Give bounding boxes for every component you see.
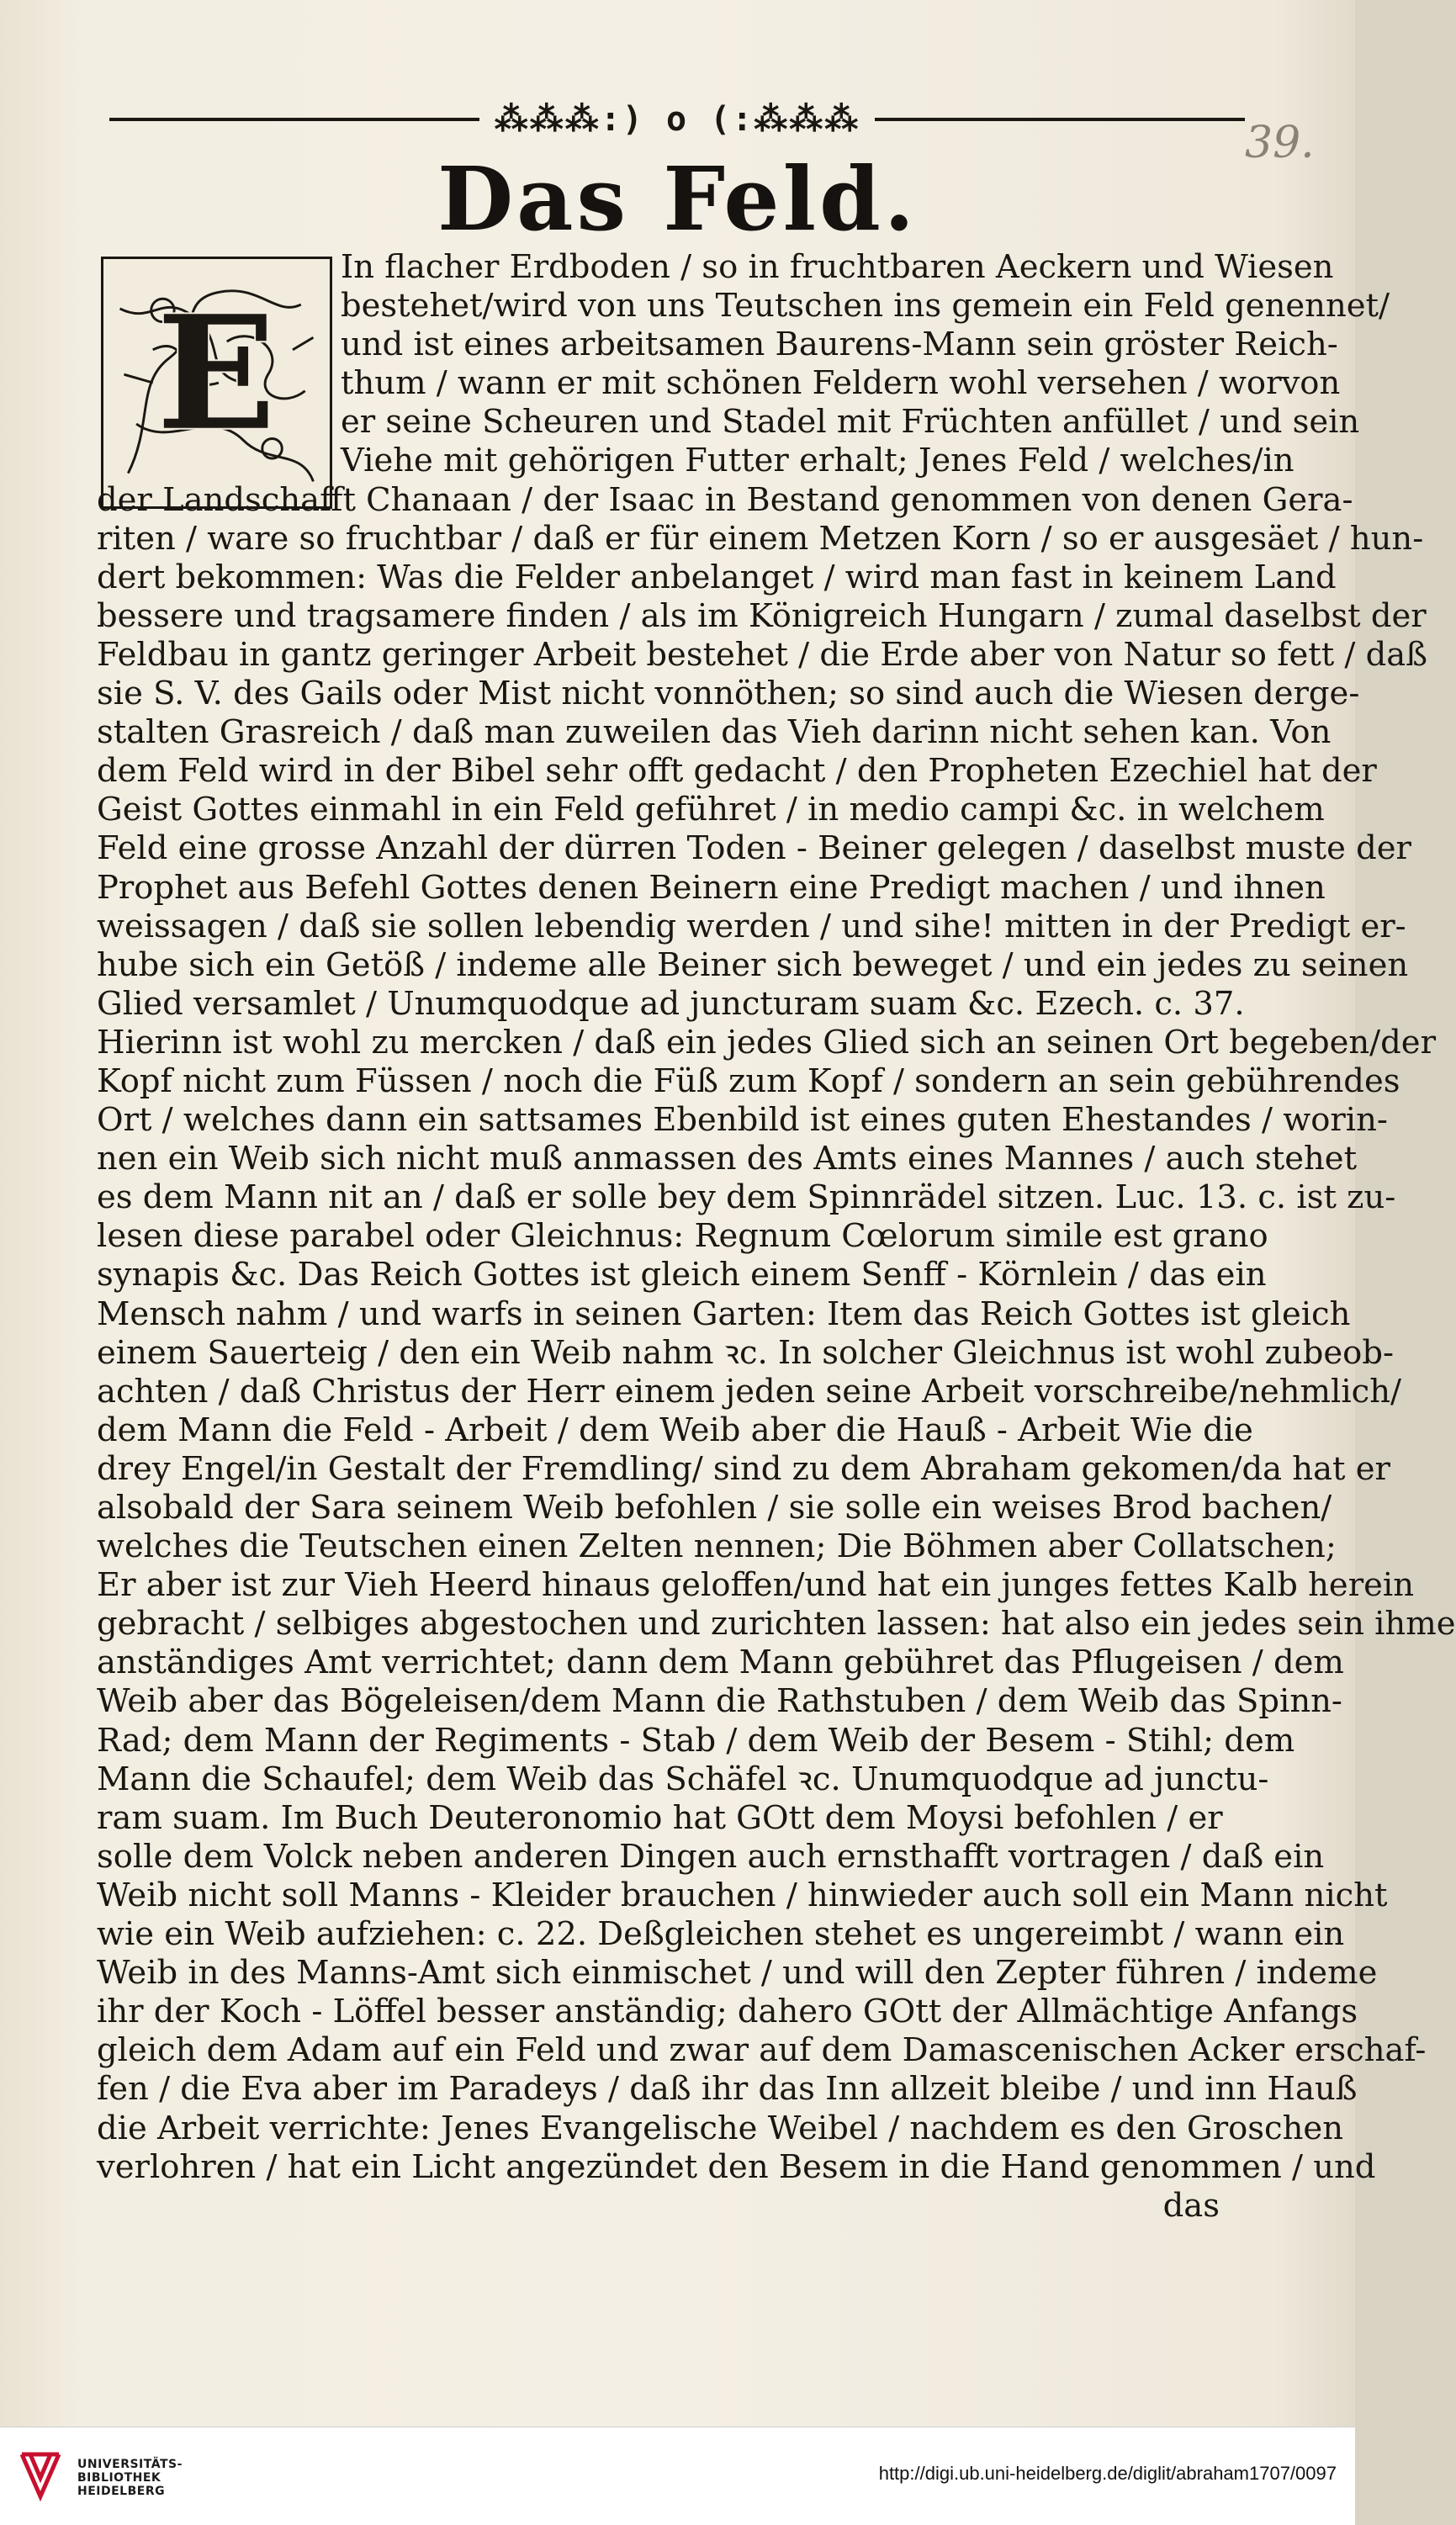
text-line: alsobald der Sara seinem Weib befohlen / sie solle ein weises Brod bachen/ [97, 1489, 1332, 1527]
text-line: Hierinn ist wohl zu mercken / daß ein jedes Glied sich an seinen Ort begeben/der [97, 1023, 1436, 1061]
library-name-line-3: HEIDELBERG [77, 2485, 166, 2498]
text-line: Feld eine grosse Anzahl der dürren Toden - Beiner gelegen / daselbst muste der [97, 829, 1411, 868]
text-line: das [1162, 2186, 1220, 2225]
text-line: In flacher Erdboden / so in fruchtbaren Aeckern und Wiesen [341, 248, 1334, 286]
text-line: welches die Teutschen einen Zelten nennen; Die Böhmen aber Collatschen; [97, 1527, 1337, 1566]
text-line: Viehe mit gehörigen Futter erhalt; Jenes Feld / welches/in [341, 442, 1295, 480]
text-line: ihr der Koch - Löffel besser anständig; dahero GOtt der Allmächtige Anfangs [97, 1993, 1358, 2031]
library-name-line-2: BIBLIOTHEK [77, 2471, 161, 2485]
text-line: lesen diese parabel oder Gleichnus: Regnum Cœlorum simile est grano [97, 1217, 1268, 1256]
text-line: bessere und tragsamere finden / als im Königreich Hungarn / zumal daselbst der [97, 596, 1427, 635]
text-line: anständiges Amt verrichtet; dann dem Mann gebühret das Pflugeisen / dem [97, 1644, 1344, 1682]
text-line: solle dem Volck neben anderen Dingen auch ernsthafft vortragen / daß ein [97, 1837, 1325, 1876]
text-line: und ist eines arbeitsamen Baurens-Mann sein gröster Reich- [341, 326, 1338, 364]
text-line: Glied versamlet / Unumquodque ad juncturam suam &c. Ezech. c. 37. [97, 984, 1245, 1023]
header-rule-right [875, 118, 1245, 121]
text-line: bestehet/wird von uns Teutschen ins gemein ein Feld genennet/ [341, 287, 1390, 326]
text-line: die Arbeit verrichte: Jenes Evangelische Weibel / nachdem es den Groschen [97, 2109, 1343, 2147]
text-line: der Landschafft Chanaan / der Isaac in Bestand genommen von denen Gera- [97, 480, 1353, 519]
text-line: achten / daß Christus der Herr einem jeden seine Arbeit vorschreibe/nehmlich/ [97, 1372, 1401, 1411]
text-line: dem Mann die Feld - Arbeit / dem Weib aber die Hauß - Arbeit Wie die [97, 1411, 1253, 1449]
text-line: hube sich ein Getöß / indeme alle Beiner sich beweget / und ein jedes zu seinen [97, 945, 1409, 984]
text-line: verlohren / hat ein Licht angezündet den Besem in die Hand genommen / und [97, 2147, 1376, 2186]
text-line: einem Sauerteig / den ein Weib nahm ꝛc. In solcher Gleichnus ist wohl zubeob- [97, 1333, 1394, 1372]
initial-letter: E [156, 280, 276, 465]
text-line: riten / ware so fruchtbar / daß er für einem Metzen Korn / so er ausgesäet / hun- [97, 519, 1424, 558]
text-line: Mensch nahm / und warfs in seinen Garten: Item das Reich Gottes ist gleich [97, 1294, 1351, 1333]
text-line: synapis &c. Das Reich Gottes ist gleich einem Senff - Körnlein / das ein [97, 1256, 1267, 1294]
library-name [77, 2458, 183, 2498]
text-line: Rad; dem Mann der Regiments - Stab / dem Weib der Besem - Stihl; dem [97, 1721, 1295, 1760]
header-ornament [109, 94, 1245, 145]
text-line: weissagen / daß sie sollen lebendig werden / und sihe! mitten in der Predigt er- [97, 907, 1406, 945]
text-line: nen ein Weib sich nicht muß anmassen des Amts eines Mannes / auch stehet [97, 1140, 1358, 1178]
footer-bar [0, 2427, 1355, 2525]
source-url-link[interactable]: http://digi.ub.uni-heidelberg.de/diglit/abraham1707/0097 [878, 2463, 1337, 2484]
text-line: Geist Gottes einmahl in ein Feld geführet / in medio campi &c. in welchem [97, 791, 1325, 829]
text-line: ram suam. Im Buch Deuteronomio hat GOtt dem Moysi befohlen / er [97, 1798, 1223, 1837]
header-rule-left [109, 118, 479, 121]
university-logo-icon [15, 2446, 66, 2505]
page-title: Das Feld. [437, 147, 919, 251]
ornament-glyphs: ⁂⁂⁂:) o (:⁂⁂⁂ [494, 100, 860, 139]
library-name-line-1: UNIVERSITÄTS- [77, 2458, 183, 2471]
text-line: Prophet aus Befehl Gottes denen Beinern eine Predigt machen / und ihnen [97, 868, 1326, 907]
text-line: sie S. V. des Gails oder Mist nicht vonnöthen; so sind auch die Wiesen derge- [97, 675, 1360, 713]
text-line: Weib nicht soll Manns - Kleider brauchen / hinwieder auch soll ein Mann nicht [97, 1876, 1388, 1914]
text-line: stalten Grasreich / daß man zuweilen das Vieh darinn nicht sehen kan. Von [97, 713, 1332, 752]
text-line: Weib aber das Bögeleisen/dem Mann die Rathstuben / dem Weib das Spinn- [97, 1682, 1342, 1721]
text-line: thum / wann er mit schönen Feldern wohl versehen / worvon [341, 364, 1341, 403]
text-line: wie ein Weib aufziehen: c. 22. Deßgleichen stehet es ungereimbt / wann ein [97, 1915, 1345, 1954]
text-line: dem Feld wird in der Bibel sehr offt gedacht / den Propheten Ezechiel hat der [97, 752, 1377, 791]
text-line: es dem Mann nit an / daß er solle bey dem Spinnrädel sitzen. Luc. 13. c. ist zu- [97, 1178, 1396, 1217]
text-line: Mann die Schaufel; dem Weib das Schäfel ꝛc. Unumquodque ad junctu- [97, 1760, 1269, 1798]
text-line: Er aber ist zur Vieh Heerd hinaus geloffen/und hat ein junges fettes Kalb herein [97, 1566, 1414, 1605]
text-line: Kopf nicht zum Füssen / noch die Füß zum Kopf / sondern an sein gebührendes [97, 1061, 1400, 1100]
text-line: Feldbau in gantz geringer Arbeit bestehet / die Erde aber von Natur so fett / daß [97, 635, 1427, 674]
text-line: drey Engel/in Gestalt der Fremdling/ sind zu dem Abraham gekomen/da hat er [97, 1449, 1390, 1488]
body-text [97, 248, 1456, 2226]
text-line: Ort / welches dann ein sattsames Ebenbild ist eines guten Ehestandes / worin- [97, 1101, 1388, 1140]
text-line: fen / die Eva aber im Paradeys / daß ihr das Inn allzeit bleibe / und inn Hauß [97, 2070, 1358, 2109]
text-line: dert bekommen: Was die Felder anbelanget / wird man fast in keinem Land [97, 558, 1337, 596]
text-line: gebracht / selbiges abgestochen und zurichten lassen: hat also ein jedes sein ihme [97, 1605, 1456, 1644]
page-number: 39. [1245, 118, 1315, 168]
text-line: er seine Scheuren und Stadel mit Früchten anfüllet / und sein [341, 403, 1360, 442]
text-line: Weib in des Manns-Amt sich einmischet / und will den Zepter führen / indeme [97, 1954, 1378, 1993]
text-line: gleich dem Adam auf ein Feld und zwar auf dem Damascenischen Acker erschaf- [97, 2031, 1427, 2070]
